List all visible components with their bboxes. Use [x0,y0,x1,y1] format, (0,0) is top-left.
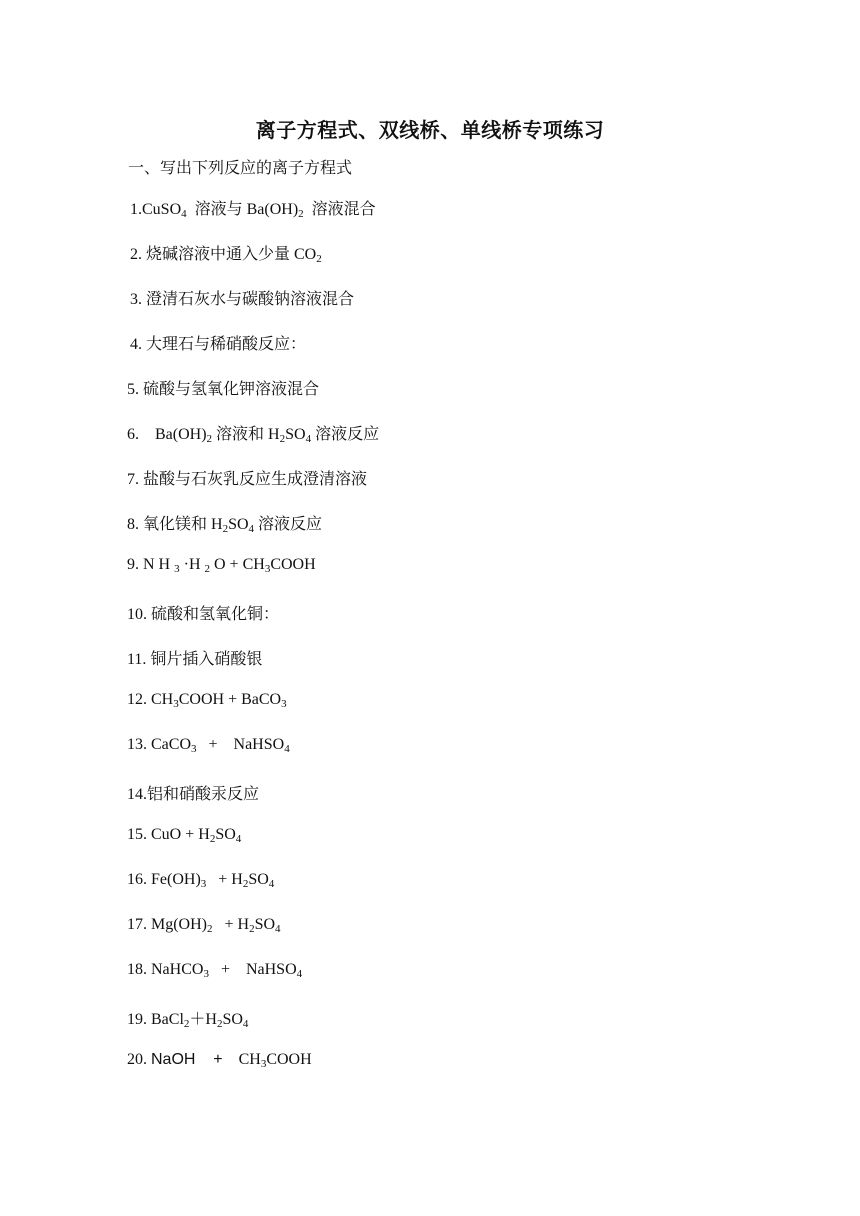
exercise-item [130,196,376,220]
subscript: 4 [268,878,275,890]
item-text: ＋H [189,1011,217,1028]
subscript: 3 [264,563,271,575]
exercise-item [130,331,306,355]
item-text: 硫酸和氢氧化铜： [147,606,280,623]
exercise-item [127,826,241,850]
item-number: 8. [127,516,139,533]
exercise-item [127,916,281,940]
item-number: 3. [130,291,142,308]
subscript: 3 [173,698,179,710]
subscript: 2 [249,923,255,935]
exercise-item [130,241,322,265]
item-text: Fe(OH) [147,871,201,888]
item-text: ·H [179,556,205,573]
item-text: Mg(OH) [147,916,207,933]
subscript: 2 [298,208,304,220]
subscript: 4 [284,743,290,755]
subscript: 2 [209,833,216,845]
item-number: 4. [130,336,142,353]
subscript: 4 [296,968,303,980]
exercise-item [127,961,302,985]
exercise-item [127,376,319,400]
exercise-item [127,736,290,760]
item-number: 13. [127,736,147,753]
page-title: 离子方程式、双线桥、单线桥专项练习 [255,120,605,142]
exercise-item [127,511,322,535]
subscript: 4 [275,923,281,935]
subscript: 2 [206,433,213,445]
subscript: 2 [204,563,210,575]
exercise-item [127,601,279,625]
item-text: 硫酸与氢氧化钾溶液混合 [139,381,320,398]
exercise-item [127,646,262,670]
subscript: 2 [183,1018,190,1030]
item-text: SO [228,516,249,533]
exercise-item [127,421,379,445]
item-text: NaOH + [151,1051,223,1068]
section-heading: 一、写出下列反应的离子方程式 [128,160,353,177]
item-text: 氧化镁和 H [139,516,223,533]
item-text: 溶液反应 [311,426,380,443]
item-text: + NaHSO [196,736,285,753]
item-text: 大理石与稀硝酸反应： [142,336,307,353]
exercise-item [127,556,316,580]
item-text: CuSO [142,201,182,218]
item-number: 11. [127,651,147,668]
exercise-item [130,286,354,310]
item-text: Ba(OH) [139,426,207,443]
exercise-item [127,691,287,715]
item-text: 铜片插入硝酸银 [146,651,263,668]
item-text: SO [248,871,269,888]
item-number: 20. [127,1051,147,1068]
item-text: CuO + H [147,826,210,843]
item-text: CH [222,1051,261,1068]
exercise-item [127,871,274,895]
item-text: 盐酸与石灰乳反应生成澄清溶液 [139,471,368,488]
item-text: 溶液与 Ba(OH) [186,201,299,218]
subscript: 3 [174,563,180,575]
item-text: 烧碱溶液中通入少量 CO [142,246,317,263]
subscript: 3 [191,743,197,755]
item-text: O + CH [210,556,265,573]
subscript: 4 [181,208,187,220]
subscript: 2 [316,253,322,265]
subscript: 3 [260,1058,267,1070]
item-number: 2. [130,246,142,263]
subscript: 4 [235,833,242,845]
item-number: 1. [130,201,142,218]
item-text: BaCl [147,1011,184,1028]
item-number: 5. [127,381,139,398]
item-text: CH [147,691,174,708]
item-text: 溶液和 H [212,426,280,443]
subscript: 4 [242,1018,249,1030]
item-text: + H [206,871,243,888]
subscript: 3 [281,698,287,710]
item-text: COOH [270,556,316,573]
exercise-item [127,781,259,805]
exercise-item [127,1051,312,1075]
item-number: 14. [127,786,147,803]
item-text: SO [215,826,236,843]
item-number: 12. [127,691,147,708]
subscript: 2 [207,923,213,935]
item-number: 16. [127,871,147,888]
item-text: 澄清石灰水与碳酸钠溶液混合 [142,291,355,308]
item-text: N H [139,556,175,573]
item-number: 17. [127,916,147,933]
item-text: + NaHSO [208,961,297,978]
item-text: SO [285,426,306,443]
item-text: NaHCO [147,961,204,978]
subscript: 4 [248,523,255,535]
subscript: 2 [216,1018,223,1030]
item-number: 9. [127,556,139,573]
subscript: 2 [279,433,286,445]
item-text: CaCO [147,736,191,753]
subscript: 2 [222,523,229,535]
item-number: 7. [127,471,139,488]
item-number: 10. [127,606,147,623]
item-text: SO [222,1011,243,1028]
subscript: 4 [305,433,312,445]
subscript: 2 [242,878,249,890]
item-text: COOH + BaCO [178,691,282,708]
item-number: 6. [127,426,139,443]
item-text: SO [254,916,276,933]
exercise-item [127,1006,248,1030]
item-text: 铝和硝酸汞反应 [147,786,260,803]
item-text: 溶液混合 [303,201,376,218]
item-text: 溶液反应 [254,516,323,533]
item-number: 15. [127,826,147,843]
subscript: 3 [203,968,209,980]
item-text: COOH [266,1051,312,1068]
item-number: 18. [127,961,147,978]
item-number: 19. [127,1011,147,1028]
subscript: 3 [200,878,207,890]
exercise-item [127,466,367,490]
item-text: + H [212,916,250,933]
